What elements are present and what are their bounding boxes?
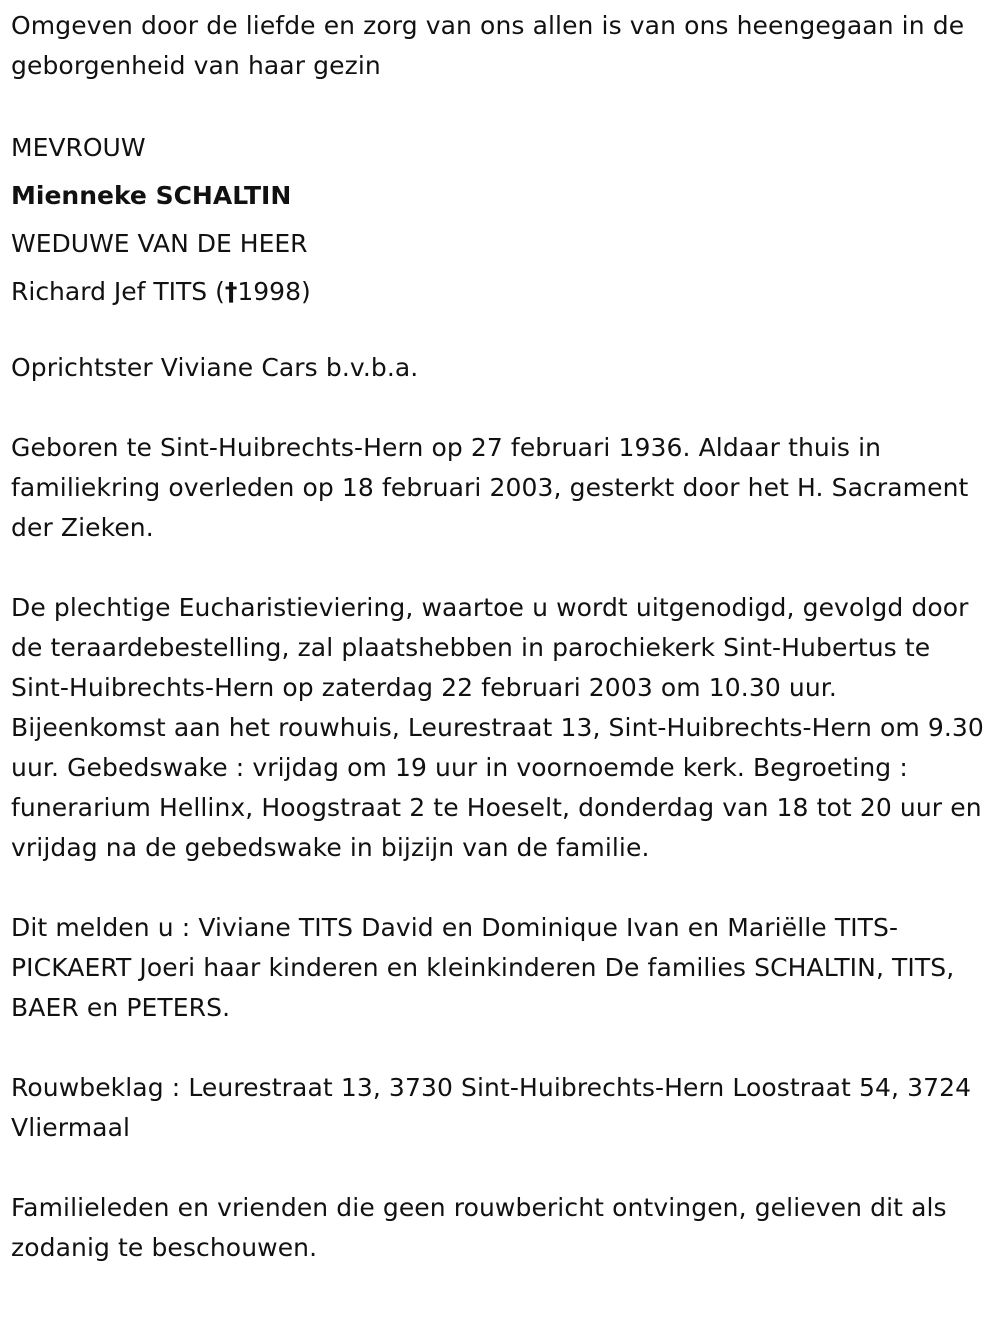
spacer (11, 388, 986, 428)
spacer (11, 868, 986, 908)
occupation-text: Oprichtster Viviane Cars b.v.b.a. (11, 353, 419, 382)
condolences-text: Rouwbeklag : Leurestraat 13, 3730 Sint-Huibrechts-Hern Loostraat 54, 3724 Vliermaal (11, 1073, 972, 1142)
spouse-name: Richard Jef TITS ( (11, 277, 225, 306)
spacer (11, 548, 986, 588)
spacer (11, 316, 986, 348)
spacer (11, 1028, 986, 1068)
relation-text: WEDUWE VAN DE HEER (11, 229, 308, 258)
cross-icon: † (224, 277, 238, 306)
deceased-name: Mienneke SCHALTIN (11, 181, 292, 210)
deceased-block (11, 124, 986, 316)
spouse-line (11, 268, 986, 316)
closing-text: Familieleden en vrienden die geen rouwbericht ontvingen, gelieven dit als zodanig te beschouwen. (11, 1193, 947, 1262)
birth-death-text: Geboren te Sint-Huibrechts-Hern op 27 februari 1936. Aldaar thuis in familiekring overleden op 18 februari 2003, gesterkt door het H. Sacrament der Zieken. (11, 433, 969, 542)
announcers-text: Dit melden u : Viviane TITS David en Dominique Ivan en Mariëlle TITS-PICKAERT Joeri haar kinderen en kleinkinderen De families SCHALTIN, TITS, BAER en PETERS. (11, 913, 955, 1022)
title-prefix: MEVROUW (11, 133, 146, 162)
ceremony-text: De plechtige Eucharistieviering, waartoe u wordt uitgenodigd, gevolgd door de teraardebestelling, zal plaatshebben in parochiekerk Sint-Hubertus te Sint-Huibrechts-Hern op zaterdag 22 februari 2003 om 10.30 uur. Bijeenkomst aan het rouwhuis, Leurestraat 13, Sint-Huibrechts-Hern om 9.30 uur. Gebedswake : vrijdag om 19 uur in voornoemde kerk. Begroeting : funerarium Hellinx, Hoogstraat 2 te Hoeselt, donderdag van 18 tot 20 uur en vrijdag na de gebedswake in bijzijn van de familie. (11, 593, 984, 862)
spacer (11, 1148, 986, 1188)
spacer (11, 86, 986, 126)
intro-text: Omgeven door de liefde en zorg van ons allen is van ons heengegaan in de geborgenheid van haar gezin (11, 11, 965, 80)
spouse-death-year: 1998) (237, 277, 311, 306)
